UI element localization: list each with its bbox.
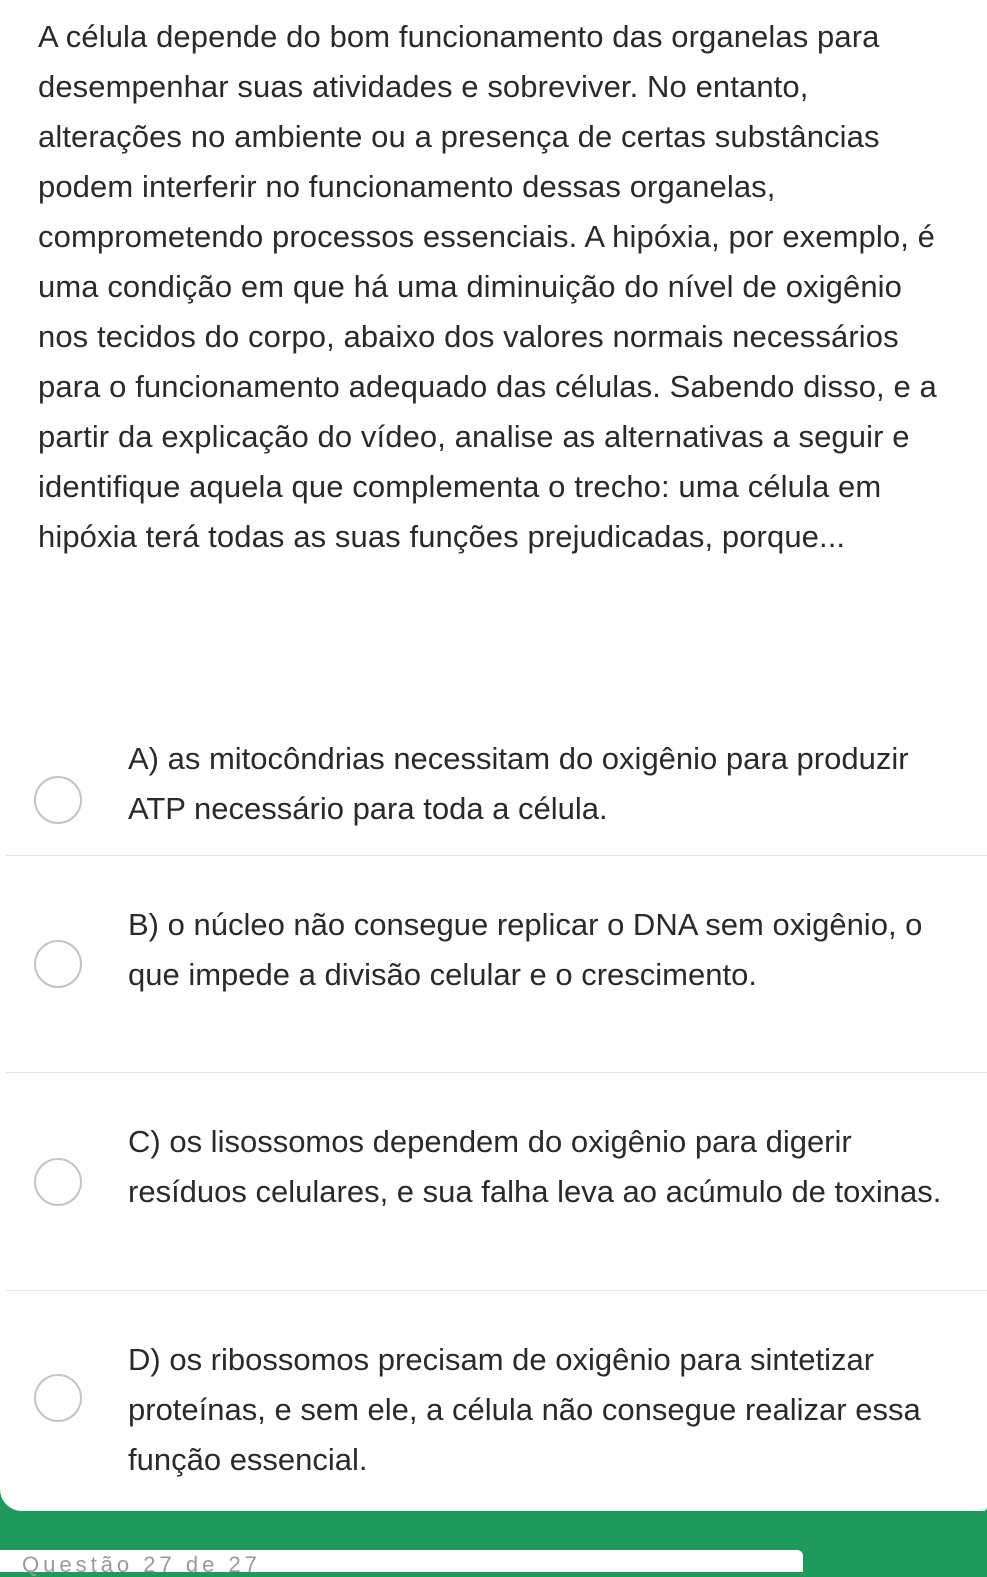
option-c-text: C) os lisossomos dependem do oxigênio para digerir resíduos celulares, e sua falha leva ao acúmulo de toxinas. xyxy=(128,1124,942,1209)
radio-option-c[interactable] xyxy=(34,1158,82,1206)
radio-option-d[interactable] xyxy=(34,1374,82,1422)
radio-option-b[interactable] xyxy=(34,940,82,988)
question-counter: Questão 27 de 27 xyxy=(22,1552,261,1577)
option-d[interactable] xyxy=(0,1291,987,1491)
option-b[interactable] xyxy=(0,856,987,1072)
option-d-text: D) os ribossomos precisam de oxigênio para sintetizar proteínas, e sem ele, a célula não consegue realizar essa função essencial. xyxy=(128,1342,921,1477)
option-a[interactable] xyxy=(0,730,987,855)
next-card-peek xyxy=(0,1550,803,1577)
option-b-text: B) o núcleo não consegue replicar o DNA sem oxigênio, o que impede a divisão celular e o crescimento. xyxy=(128,907,923,992)
radio-option-a[interactable] xyxy=(34,776,82,824)
question-text: A célula depende do bom funcionamento das organelas para desempenhar suas atividades e sobreviver. No entanto, alterações no ambiente ou a presença de certas substâncias podem interferir no funcionamento dessas organelas, comprometendo processos essenciais. A hipóxia, por exemplo, é uma condição em que há uma diminuição do nível de oxigênio nos tecidos do corpo, abaixo dos valores normais necessários para o funcionamento adequado das células. Sabendo disso, e a partir da explicação do vídeo, analise as alternativas a seguir e identifique aquela que complementa o trecho: uma célula em hipóxia terá todas as suas funções prejudicadas, porque... xyxy=(38,19,937,554)
option-c[interactable] xyxy=(0,1073,987,1290)
option-a-text: A) as mitocôndrias necessitam do oxigênio para produzir ATP necessário para toda a célula. xyxy=(128,741,909,826)
